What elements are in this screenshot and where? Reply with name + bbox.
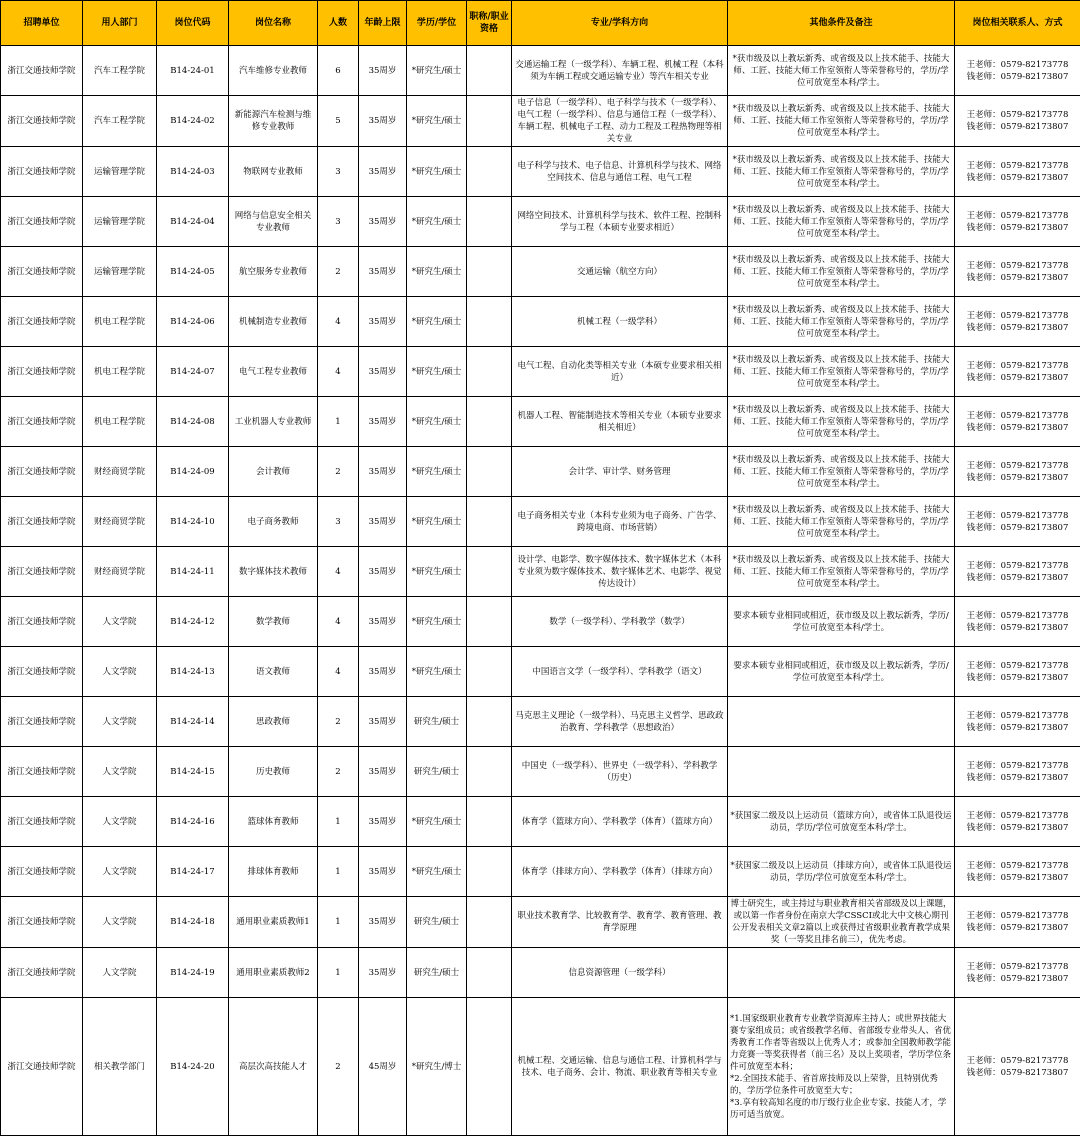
- department-cell: 运输管理学院: [83, 147, 157, 197]
- major-cell: 会计学、审计学、财务管理: [512, 447, 728, 497]
- age-limit-cell: 35周岁: [359, 147, 407, 197]
- table-row: [1, 948, 1080, 998]
- education-cell: *研究生/硕士: [407, 197, 467, 247]
- education-cell: *研究生/硕士: [407, 597, 467, 647]
- contact-cell: 王老师：0579-82173778 钱老师：0579-82173807: [955, 747, 1080, 797]
- title-qualification-cell: [467, 96, 512, 147]
- position-name-cell: 网络与信息安全相关专业教师: [229, 197, 318, 247]
- major-cell: 中国史（一级学科）、世界史（一级学科）、学科教学（历史）: [512, 747, 728, 797]
- header-cell: 人数: [318, 1, 359, 46]
- headcount-cell: 4: [318, 647, 359, 697]
- education-cell: *研究生/硕士: [407, 447, 467, 497]
- major-cell: 数学（一级学科）、学科教学（数学）: [512, 597, 728, 647]
- department-cell: 运输管理学院: [83, 197, 157, 247]
- requirements-cell: *获市级及以上教坛新秀、或省级及以上技术能手、技能大师、工匠、技能大师工作室领衔人等荣誉称号的，学历/学位可放宽至本科/学士。: [728, 547, 955, 597]
- table-row: [1, 197, 1080, 247]
- age-limit-cell: 45周岁: [359, 998, 407, 1136]
- headcount-cell: 3: [318, 497, 359, 547]
- contact-cell: 王老师：0579-82173778 钱老师：0579-82173807: [955, 497, 1080, 547]
- employer-cell: 浙江交通技师学院: [1, 46, 83, 96]
- major-cell: 体育学（篮球方向）、学科教学（体育）（篮球方向）: [512, 797, 728, 847]
- headcount-cell: 2: [318, 697, 359, 747]
- age-limit-cell: 35周岁: [359, 547, 407, 597]
- education-cell: *研究生/博士: [407, 998, 467, 1136]
- age-limit-cell: 35周岁: [359, 447, 407, 497]
- education-cell: *研究生/硕士: [407, 297, 467, 347]
- headcount-cell: 1: [318, 797, 359, 847]
- major-cell: 职业技术教育学、比较教育学、教育学、教育管理、教育学原理: [512, 897, 728, 948]
- table-row: [1, 347, 1080, 397]
- table-row: [1, 647, 1080, 697]
- title-qualification-cell: [467, 697, 512, 747]
- headcount-cell: 5: [318, 96, 359, 147]
- major-cell: 马克思主义理论（一级学科）、马克思主义哲学、思政政治教育、学科教学（思想政治）: [512, 697, 728, 747]
- education-cell: 研究生/硕士: [407, 897, 467, 948]
- age-limit-cell: 35周岁: [359, 747, 407, 797]
- contact-cell: 王老师：0579-82173778 钱老师：0579-82173807: [955, 797, 1080, 847]
- table-row: [1, 597, 1080, 647]
- title-qualification-cell: [467, 597, 512, 647]
- headcount-cell: 4: [318, 297, 359, 347]
- position-name-cell: 通用职业素质教师1: [229, 897, 318, 948]
- requirements-cell: *获市级及以上教坛新秀、或省级及以上技术能手、技能大师、工匠、技能大师工作室领衔人等荣誉称号的，学历/学位可放宽至本科/学士。: [728, 447, 955, 497]
- title-qualification-cell: [467, 497, 512, 547]
- header-cell: 岗位相关联系人、方式: [955, 1, 1080, 46]
- position-name-cell: 篮球体育教师: [229, 797, 318, 847]
- position-name-cell: 物联网专业教师: [229, 147, 318, 197]
- education-cell: 研究生/硕士: [407, 747, 467, 797]
- age-limit-cell: 35周岁: [359, 197, 407, 247]
- major-cell: 电子商务相关专业（本科专业须为电子商务、广告学、跨境电商、市场营销）: [512, 497, 728, 547]
- position-name-cell: 思政教师: [229, 697, 318, 747]
- headcount-cell: 3: [318, 147, 359, 197]
- header-cell: 用人部门: [83, 1, 157, 46]
- contact-cell: 王老师：0579-82173778 钱老师：0579-82173807: [955, 447, 1080, 497]
- requirements-cell: 要求本硕专业相同或相近，获市级及以上教坛新秀，学历/学位可放宽至本科/学士。: [728, 647, 955, 697]
- table-row: [1, 697, 1080, 747]
- contact-cell: 王老师：0579-82173778 钱老师：0579-82173807: [955, 297, 1080, 347]
- major-cell: 电子科学与技术、电子信息、计算机科学与技术、网络空间技术、信息与通信工程、电气工程: [512, 147, 728, 197]
- contact-cell: 王老师：0579-82173778 钱老师：0579-82173807: [955, 847, 1080, 897]
- major-cell: 网络空间技术、计算机科学与技术、软件工程、控制科学与工程（本硕专业要求相近）: [512, 197, 728, 247]
- education-cell: *研究生/硕士: [407, 397, 467, 447]
- table-row: [1, 397, 1080, 447]
- department-cell: 财经商贸学院: [83, 547, 157, 597]
- age-limit-cell: 35周岁: [359, 96, 407, 147]
- position-name-cell: 通用职业素质教师2: [229, 948, 318, 998]
- requirements-cell: *获市级及以上教坛新秀、或省级及以上技术能手、技能大师、工匠、技能大师工作室领衔人等荣誉称号的，学历/学位可放宽至本科/学士。: [728, 46, 955, 96]
- education-cell: *研究生/硕士: [407, 797, 467, 847]
- department-cell: 汽车工程学院: [83, 96, 157, 147]
- title-qualification-cell: [467, 897, 512, 948]
- title-qualification-cell: [467, 547, 512, 597]
- position-name-cell: 数学教师: [229, 597, 318, 647]
- position-name-cell: 语文教师: [229, 647, 318, 697]
- contact-cell: 王老师：0579-82173778 钱老师：0579-82173807: [955, 647, 1080, 697]
- employer-cell: 浙江交通技师学院: [1, 747, 83, 797]
- position-name-cell: 电气工程专业教师: [229, 347, 318, 397]
- contact-cell: 王老师：0579-82173778 钱老师：0579-82173807: [955, 998, 1080, 1136]
- department-cell: 机电工程学院: [83, 397, 157, 447]
- position-code-cell: B14-24-04: [157, 197, 229, 247]
- position-code-cell: B14-24-18: [157, 897, 229, 948]
- employer-cell: 浙江交通技师学院: [1, 147, 83, 197]
- department-cell: 机电工程学院: [83, 347, 157, 397]
- requirements-cell: *1.国家级职业教育专业教学资源库主持人；或世界技能大赛专家组成员；或省级教学名师、省部级专业带头人、省优秀教育工作者等省级以上优秀人才；或参加全国教师教学能力竞赛一等奖获得者（前三名）及以上奖项者，学历学位条件可放宽至本科； *2.全国技术能手、省首席技师及以上荣誉，且特别优秀的，学历学位条件可放宽至大专； *3.享有较高知名度的市厅级行业企业专家、技能人才，学历可适当放宽。: [728, 998, 955, 1136]
- requirements-cell: *获市级及以上教坛新秀、或省级及以上技术能手、技能大师、工匠、技能大师工作室领衔人等荣誉称号的，学历/学位可放宽至本科/学士。: [728, 347, 955, 397]
- employer-cell: 浙江交通技师学院: [1, 647, 83, 697]
- headcount-cell: 2: [318, 447, 359, 497]
- headcount-cell: 2: [318, 247, 359, 297]
- title-qualification-cell: [467, 197, 512, 247]
- employer-cell: 浙江交通技师学院: [1, 447, 83, 497]
- contact-cell: 王老师：0579-82173778 钱老师：0579-82173807: [955, 247, 1080, 297]
- position-name-cell: 高层次高技能人才: [229, 998, 318, 1136]
- department-cell: 相关教学部门: [83, 998, 157, 1136]
- headcount-cell: 2: [318, 998, 359, 1136]
- table-row: [1, 998, 1080, 1136]
- age-limit-cell: 35周岁: [359, 647, 407, 697]
- position-code-cell: B14-24-05: [157, 247, 229, 297]
- header-cell: 职称/职业资格: [467, 1, 512, 46]
- position-code-cell: B14-24-15: [157, 747, 229, 797]
- department-cell: 财经商贸学院: [83, 497, 157, 547]
- headcount-cell: 3: [318, 197, 359, 247]
- header-cell: 专业/学科方向: [512, 1, 728, 46]
- age-limit-cell: 35周岁: [359, 897, 407, 948]
- title-qualification-cell: [467, 147, 512, 197]
- headcount-cell: 1: [318, 397, 359, 447]
- title-qualification-cell: [467, 447, 512, 497]
- requirements-cell: [728, 948, 955, 998]
- department-cell: 财经商贸学院: [83, 447, 157, 497]
- age-limit-cell: 35周岁: [359, 397, 407, 447]
- header-cell: 岗位名称: [229, 1, 318, 46]
- employer-cell: 浙江交通技师学院: [1, 547, 83, 597]
- title-qualification-cell: [467, 297, 512, 347]
- major-cell: 交通运输（航空方向）: [512, 247, 728, 297]
- position-name-cell: 数字媒体技术教师: [229, 547, 318, 597]
- contact-cell: 王老师：0579-82173778 钱老师：0579-82173807: [955, 897, 1080, 948]
- table-row: [1, 797, 1080, 847]
- major-cell: 机械工程（一级学科）: [512, 297, 728, 347]
- requirements-cell: 博士研究生，或主持过与职业教育相关省部级及以上课题，或以第一作者身份在南京大学CSSCI或北大中文核心期刊公开发表相关文章2篇以上或获得过省级职业教育教学成果奖（一等奖且排名前三），优先考虑。: [728, 897, 955, 948]
- education-cell: *研究生/硕士: [407, 46, 467, 96]
- education-cell: *研究生/硕士: [407, 347, 467, 397]
- title-qualification-cell: [467, 247, 512, 297]
- requirements-cell: *获市级及以上教坛新秀、或省级及以上技术能手、技能大师、工匠、技能大师工作室领衔人等荣誉称号的，学历/学位可放宽至本科/学士。: [728, 247, 955, 297]
- headcount-cell: 1: [318, 948, 359, 998]
- position-name-cell: 机械制造专业教师: [229, 297, 318, 347]
- department-cell: 人文学院: [83, 697, 157, 747]
- contact-cell: 王老师：0579-82173778 钱老师：0579-82173807: [955, 697, 1080, 747]
- table-row: [1, 897, 1080, 948]
- education-cell: *研究生/硕士: [407, 847, 467, 897]
- major-cell: 电子信息（一级学科）、电子科学与技术（一级学科）、电气工程（一级学科）、信息与通信工程（一级学科）、车辆工程、机械电子工程、动力工程及工程热物理等相关专业: [512, 96, 728, 147]
- headcount-cell: 1: [318, 847, 359, 897]
- requirements-cell: *获市级及以上教坛新秀、或省级及以上技术能手、技能大师、工匠、技能大师工作室领衔人等荣誉称号的，学历/学位可放宽至本科/学士。: [728, 397, 955, 447]
- education-cell: 研究生/硕士: [407, 948, 467, 998]
- position-code-cell: B14-24-12: [157, 597, 229, 647]
- position-code-cell: B14-24-10: [157, 497, 229, 547]
- age-limit-cell: 35周岁: [359, 847, 407, 897]
- table-row: [1, 447, 1080, 497]
- header-cell: 招聘单位: [1, 1, 83, 46]
- major-cell: 机器人工程、智能制造技术等相关专业（本硕专业要求相关相近）: [512, 397, 728, 447]
- contact-cell: 王老师：0579-82173778 钱老师：0579-82173807: [955, 347, 1080, 397]
- employer-cell: 浙江交通技师学院: [1, 347, 83, 397]
- requirements-cell: *获市级及以上教坛新秀、或省级及以上技术能手、技能大师、工匠、技能大师工作室领衔人等荣誉称号的，学历/学位可放宽至本科/学士。: [728, 96, 955, 147]
- education-cell: *研究生/硕士: [407, 647, 467, 697]
- position-name-cell: 电子商务教师: [229, 497, 318, 547]
- employer-cell: 浙江交通技师学院: [1, 597, 83, 647]
- title-qualification-cell: [467, 948, 512, 998]
- employer-cell: 浙江交通技师学院: [1, 897, 83, 948]
- title-qualification-cell: [467, 46, 512, 96]
- headcount-cell: 1: [318, 897, 359, 948]
- position-name-cell: 会计教师: [229, 447, 318, 497]
- employer-cell: 浙江交通技师学院: [1, 96, 83, 147]
- major-cell: 交通运输工程（一级学科）、车辆工程、机械工程（本科须为车辆工程或交通运输专业）等汽车相关专业: [512, 46, 728, 96]
- contact-cell: 王老师：0579-82173778 钱老师：0579-82173807: [955, 597, 1080, 647]
- title-qualification-cell: [467, 747, 512, 797]
- position-code-cell: B14-24-09: [157, 447, 229, 497]
- position-name-cell: 历史教师: [229, 747, 318, 797]
- table-row: [1, 46, 1080, 96]
- position-code-cell: B14-24-13: [157, 647, 229, 697]
- contact-cell: 王老师：0579-82173778 钱老师：0579-82173807: [955, 547, 1080, 597]
- age-limit-cell: 35周岁: [359, 948, 407, 998]
- requirements-cell: *获市级及以上教坛新秀、或省级及以上技术能手、技能大师、工匠、技能大师工作室领衔人等荣誉称号的，学历/学位可放宽至本科/学士。: [728, 497, 955, 547]
- requirements-cell: *获国家二级及以上运动员（篮球方向），或省体工队退役运动员，学历/学位可放宽至本科/学士。: [728, 797, 955, 847]
- table-row: [1, 297, 1080, 347]
- position-code-cell: B14-24-19: [157, 948, 229, 998]
- requirements-cell: *获市级及以上教坛新秀、或省级及以上技术能手、技能大师、工匠、技能大师工作室领衔人等荣誉称号的，学历/学位可放宽至本科/学士。: [728, 147, 955, 197]
- education-cell: *研究生/硕士: [407, 147, 467, 197]
- table-row: [1, 497, 1080, 547]
- position-code-cell: B14-24-16: [157, 797, 229, 847]
- headcount-cell: 6: [318, 46, 359, 96]
- major-cell: 中国语言文学（一级学科）、学科教学（语文）: [512, 647, 728, 697]
- title-qualification-cell: [467, 797, 512, 847]
- headcount-cell: 4: [318, 347, 359, 397]
- position-code-cell: B14-24-14: [157, 697, 229, 747]
- employer-cell: 浙江交通技师学院: [1, 297, 83, 347]
- position-name-cell: 汽车维修专业教师: [229, 46, 318, 96]
- table-row: [1, 96, 1080, 147]
- title-qualification-cell: [467, 347, 512, 397]
- education-cell: *研究生/硕士: [407, 96, 467, 147]
- position-code-cell: B14-24-01: [157, 46, 229, 96]
- age-limit-cell: 35周岁: [359, 347, 407, 397]
- contact-cell: 王老师：0579-82173778 钱老师：0579-82173807: [955, 46, 1080, 96]
- education-cell: *研究生/硕士: [407, 497, 467, 547]
- department-cell: 人文学院: [83, 797, 157, 847]
- education-cell: *研究生/硕士: [407, 247, 467, 297]
- employer-cell: 浙江交通技师学院: [1, 497, 83, 547]
- employer-cell: 浙江交通技师学院: [1, 247, 83, 297]
- position-code-cell: B14-24-07: [157, 347, 229, 397]
- major-cell: 机械工程、交通运输、信息与通信工程、计算机科学与技术、电子商务、会计、物流、职业教育等相关专业: [512, 998, 728, 1136]
- header-cell: 年龄上限: [359, 1, 407, 46]
- employer-cell: 浙江交通技师学院: [1, 998, 83, 1136]
- position-code-cell: B14-24-06: [157, 297, 229, 347]
- major-cell: 电气工程、自动化类等相关专业（本硕专业要求相关相近）: [512, 347, 728, 397]
- table-row: [1, 847, 1080, 897]
- major-cell: 体育学（排球方向）、学科教学（体育）（排球方向）: [512, 847, 728, 897]
- requirements-cell: *获市级及以上教坛新秀、或省级及以上技术能手、技能大师、工匠、技能大师工作室领衔人等荣誉称号的，学历/学位可放宽至本科/学士。: [728, 297, 955, 347]
- position-code-cell: B14-24-20: [157, 998, 229, 1136]
- employer-cell: 浙江交通技师学院: [1, 697, 83, 747]
- headcount-cell: 4: [318, 597, 359, 647]
- requirements-cell: [728, 697, 955, 747]
- age-limit-cell: 35周岁: [359, 297, 407, 347]
- employer-cell: 浙江交通技师学院: [1, 948, 83, 998]
- headcount-cell: 4: [318, 547, 359, 597]
- education-cell: *研究生/硕士: [407, 547, 467, 597]
- header-row: [1, 1, 1080, 46]
- age-limit-cell: 35周岁: [359, 597, 407, 647]
- contact-cell: 王老师：0579-82173778 钱老师：0579-82173807: [955, 948, 1080, 998]
- department-cell: 运输管理学院: [83, 247, 157, 297]
- employer-cell: 浙江交通技师学院: [1, 197, 83, 247]
- employer-cell: 浙江交通技师学院: [1, 397, 83, 447]
- header-cell: 其他条件及备注: [728, 1, 955, 46]
- contact-cell: 王老师：0579-82173778 钱老师：0579-82173807: [955, 397, 1080, 447]
- age-limit-cell: 35周岁: [359, 497, 407, 547]
- department-cell: 人文学院: [83, 747, 157, 797]
- department-cell: 人文学院: [83, 597, 157, 647]
- employer-cell: 浙江交通技师学院: [1, 847, 83, 897]
- position-code-cell: B14-24-17: [157, 847, 229, 897]
- table-row: [1, 147, 1080, 197]
- requirements-cell: 要求本硕专业相同或相近，获市级及以上教坛新秀，学历/学位可放宽至本科/学士。: [728, 597, 955, 647]
- position-name-cell: 航空服务专业教师: [229, 247, 318, 297]
- requirements-cell: *获国家二级及以上运动员（排球方向），或省体工队退役运动员，学历/学位可放宽至本科/学士。: [728, 847, 955, 897]
- age-limit-cell: 35周岁: [359, 797, 407, 847]
- table-row: [1, 747, 1080, 797]
- contact-cell: 王老师：0579-82173778 钱老师：0579-82173807: [955, 197, 1080, 247]
- title-qualification-cell: [467, 647, 512, 697]
- position-code-cell: B14-24-02: [157, 96, 229, 147]
- age-limit-cell: 35周岁: [359, 247, 407, 297]
- position-name-cell: 新能源汽车检测与维修专业教师: [229, 96, 318, 147]
- position-code-cell: B14-24-08: [157, 397, 229, 447]
- position-name-cell: 工业机器人专业教师: [229, 397, 318, 447]
- requirements-cell: *获市级及以上教坛新秀、或省级及以上技术能手、技能大师、工匠、技能大师工作室领衔人等荣誉称号的，学历/学位可放宽至本科/学士。: [728, 197, 955, 247]
- requirements-cell: [728, 747, 955, 797]
- title-qualification-cell: [467, 397, 512, 447]
- contact-cell: 王老师：0579-82173778 钱老师：0579-82173807: [955, 96, 1080, 147]
- header-cell: 岗位代码: [157, 1, 229, 46]
- major-cell: 设计学、电影学、数字媒体技术、数字媒体艺术（本科专业须为数字媒体技术、数字媒体艺术、电影学、视觉传达设计）: [512, 547, 728, 597]
- title-qualification-cell: [467, 998, 512, 1136]
- header-cell: 学历/学位: [407, 1, 467, 46]
- title-qualification-cell: [467, 847, 512, 897]
- department-cell: 人文学院: [83, 847, 157, 897]
- education-cell: 研究生/硕士: [407, 697, 467, 747]
- position-name-cell: 排球体育教师: [229, 847, 318, 897]
- department-cell: 人文学院: [83, 647, 157, 697]
- contact-cell: 王老师：0579-82173778 钱老师：0579-82173807: [955, 147, 1080, 197]
- employer-cell: 浙江交通技师学院: [1, 797, 83, 847]
- department-cell: 人文学院: [83, 897, 157, 948]
- age-limit-cell: 35周岁: [359, 46, 407, 96]
- department-cell: 人文学院: [83, 948, 157, 998]
- position-code-cell: B14-24-11: [157, 547, 229, 597]
- age-limit-cell: 35周岁: [359, 697, 407, 747]
- major-cell: 信息资源管理（一级学科）: [512, 948, 728, 998]
- table-row: [1, 247, 1080, 297]
- table-row: [1, 547, 1080, 597]
- position-code-cell: B14-24-03: [157, 147, 229, 197]
- department-cell: 汽车工程学院: [83, 46, 157, 96]
- department-cell: 机电工程学院: [83, 297, 157, 347]
- headcount-cell: 2: [318, 747, 359, 797]
